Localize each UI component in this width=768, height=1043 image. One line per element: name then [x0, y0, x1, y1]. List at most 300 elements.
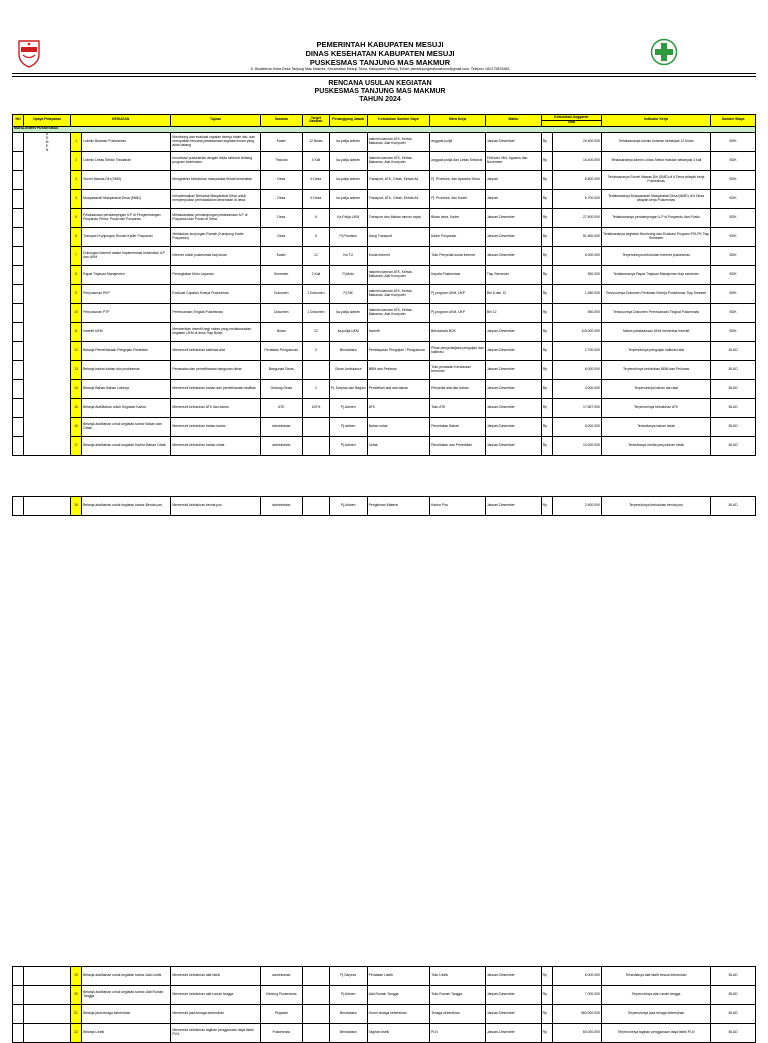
cell-pj: Pj.SIK [329, 284, 367, 303]
cell-blank0 [13, 1024, 24, 1043]
upaya-letter: D [45, 136, 49, 141]
cell-target: 6 Desa [303, 170, 330, 189]
cell-rp: Rp [541, 1024, 552, 1043]
cell-target [302, 967, 329, 986]
cell-mitra: Percetakan Bahan [430, 417, 486, 436]
cell-indikator: Terlaksananya lokmin Lintas Sektor triwulan sebanyak 4 kali [601, 151, 710, 170]
cell-rp: Rp [541, 398, 552, 417]
cell-indikator: Tersedianya bahan cetak [601, 417, 710, 436]
cell-indikator: Tersusunnya Dokumen Penilaian Kinerja Puskesmas Tiap Smester [601, 284, 710, 303]
cell-no: 8 [70, 265, 81, 284]
cell-tujuan: Perawatan dan pemeliharaan bangunan dinas [171, 360, 260, 379]
cell-no: 11 [70, 322, 81, 341]
cell-rp: Rp [541, 1005, 552, 1024]
cell-rp: Rp [541, 227, 552, 246]
cell-tujuan: Memenuhi kebutuhan alat rumah tangga [171, 986, 260, 1005]
cell-indikator: Terlaksananya Musyawarah Masyarakat Desa (MMD) di 6 Desa wilayah kerja Puskesmas [601, 189, 710, 208]
cell-mitra: Pj. Promkes, dan Kader [430, 189, 486, 208]
mesuji-regency-logo-icon [16, 38, 42, 68]
cell-pj: Pj.Admen [329, 436, 367, 455]
cell-sasaran: Gedung Dinas [260, 379, 302, 398]
cell-target: 2 Kali [303, 265, 330, 284]
cell-pj: Pj.Admen [329, 398, 367, 417]
table-row [13, 417, 756, 436]
cell-total: 6.000.000 [552, 246, 601, 265]
header-pj: Penanggung Jawab [329, 115, 367, 127]
cell-no: 16 [70, 417, 81, 436]
cell-mitra: Toko Listrik [430, 967, 486, 986]
cell-dana: BOK [711, 151, 756, 170]
cell-upaya [24, 497, 71, 516]
cell-waktu: Januari-Desember [485, 227, 541, 246]
table-row [13, 246, 756, 265]
table-row [13, 303, 756, 322]
cell-mitra: Pihak penyedia/jasa pengujian dan kalibrasi [430, 341, 486, 360]
cell-sumber: Pengiriman Materai [367, 497, 429, 516]
cell-mitra: Toko ATK [430, 398, 486, 417]
cell-total: 6.500.000 [552, 170, 601, 189]
cell-pj: ka.polija admen [329, 170, 367, 189]
cell-dana: BLUD [711, 436, 756, 455]
cell-pj: Bendahara [329, 1024, 367, 1043]
cell-sasaran: administrasi [260, 417, 302, 436]
cell-total: 20.400.000 [552, 132, 601, 151]
document-year: TAHUN 2024 [359, 96, 401, 103]
cell-mitra: Toko peralatan Kendaraan bermotor [430, 360, 486, 379]
cell-rp: Rp [541, 151, 552, 170]
cell-pj: Bendahara [329, 341, 367, 360]
cell-total: 15.400.000 [552, 151, 601, 170]
cell-indikator: Terpenuhinya kebutuhan Internet puskesmas [601, 246, 710, 265]
cell-pj: Pj.Admen [329, 497, 367, 516]
cell-indikator: Terpenuhinya bahan dan alat [601, 379, 710, 398]
cell-total: 60.000.000 [552, 1024, 601, 1043]
cell-blank0 [13, 417, 24, 436]
cell-target [303, 417, 330, 436]
cell-total: 360.000.000 [552, 1005, 601, 1024]
table-row [13, 379, 756, 398]
cell-indikator: Terpenuhinya alat rumah tangga [601, 986, 710, 1005]
cell-tujuan: Melakukan kunjungan Rumah (Kampung Kader Posyandu) [171, 227, 260, 246]
cell-total: 2.700.000 [552, 341, 601, 360]
cell-total: 550.000 [552, 303, 601, 322]
cell-sasaran: Bangunan Dinas [260, 360, 302, 379]
header-address: Jl. Budaterna Hotla Desa Tanjung Mas Makmur, Kecamatan Mesuji Timur, Kabupaten Mesuji, Email: pkmtanjungmasmakmur@gmail.com, Telepon: 082175876363 [250, 67, 510, 71]
cell-waktu: Januari-Desember [485, 322, 541, 341]
cell-mitra: Toko Rumah Tangga [430, 986, 486, 1005]
cell-blank0 [13, 986, 24, 1005]
cell-total: 8.000.000 [552, 967, 601, 986]
cell-target: 12 [303, 246, 330, 265]
cell-no: 5 [70, 208, 81, 227]
cell-waktu: Bln 6 dan 12 [485, 284, 541, 303]
cell-sasaran: Triwulan [260, 151, 302, 170]
cell-total: 7.000.000 [552, 986, 601, 1005]
cell-dana: BOK [711, 284, 756, 303]
cell-dana: BOK [711, 303, 756, 322]
cell-sasaran: Dokumen [260, 284, 302, 303]
header-agency: DINAS KESEHATAN KABUPATEN MESUJI [305, 49, 455, 58]
cell-dana: BOK [711, 265, 756, 284]
cell-total: 550.000 [552, 265, 601, 284]
cell-kegiatan: Belanja bahan-bahan lain puskesmas [82, 360, 171, 379]
cell-kegiatan: Penyusunan PKP [82, 284, 171, 303]
cell-blank0 [13, 497, 24, 516]
cell-rp: Rp [541, 360, 552, 379]
cell-dana: BLUD [711, 341, 756, 360]
cell-indikator: Terpenuhinya jasa tenaga kebersihan [601, 1005, 710, 1024]
cell-rp: Rp [541, 967, 552, 986]
table-row [13, 208, 756, 227]
cell-mitra: Toko Penyedia kuota Internet [430, 246, 486, 265]
header-indikator: Indikator Kerja [601, 115, 710, 127]
cell-sumber: makmin,bannan ATK, Kertas, Makanan, Alat Komputer [367, 284, 429, 303]
cell-pj: ka.polija UKM [329, 322, 367, 341]
cell-waktu: Februari, Mei, Agustus dan November [485, 151, 541, 170]
cell-total: 51.600.000 [552, 227, 601, 246]
cell-rp: Rp [541, 132, 552, 151]
cell-sasaran: Dokumen [260, 303, 302, 322]
cell-indikator: Terpenuhinya kebutuhan BBM dan Pelumas [601, 360, 710, 379]
cell-no: 19 [70, 967, 81, 986]
cell-rp: Rp [541, 284, 552, 303]
cell-sumber: Insentif [367, 322, 429, 341]
cell-dana: BLUD [711, 967, 756, 986]
cell-sasaran: administrasi [260, 436, 302, 455]
cell-indikator: Tersedianya media penyuluhan cetak [601, 436, 710, 455]
cell-waktu: Januari-Desember [485, 132, 541, 151]
cell-pj: Bendahara [329, 1005, 367, 1024]
table-row [13, 398, 756, 417]
cell-blank0 [13, 265, 24, 284]
cell-indikator: Terpenuhinya kebutuhan benda pos [601, 497, 710, 516]
cell-tujuan: Melaksanakan pendampingan pelaksanaan ILP di Posyandu dan Posko di Desa [171, 208, 260, 227]
cell-waktu: Januari-Desember [485, 986, 541, 1005]
cell-tujuan: Internet untuk puskesmas tiap bulan [171, 246, 260, 265]
cell-sasaran: Semester [260, 265, 302, 284]
cell-kegiatan: Insentif UKM [82, 322, 171, 341]
cell-blank0 [13, 436, 24, 455]
cell-sasaran: Kader [260, 132, 302, 151]
cell-sumber: Pembelian alat dan bahan [367, 379, 429, 398]
header-kegiatan: KEGIATAN [70, 115, 170, 127]
activity-plan-table-bottom [12, 966, 756, 1043]
header-upaya: Upaya Pelayanan [24, 115, 71, 127]
table-row [13, 436, 756, 455]
cell-target: 1 [303, 379, 330, 398]
cell-no: 13 [70, 360, 81, 379]
cell-blank0 [13, 208, 24, 227]
cell-sumber: Transport, ATK, Cetak, Kertas A4 [367, 170, 429, 189]
cell-dana: BLUD [711, 497, 756, 516]
cell-tujuan: Memenuhi kebutuhan benda pos [171, 497, 260, 516]
cell-tujuan: Memenuhi kebutuhan bahan cetak [171, 436, 260, 455]
cell-sumber: Transport dan Makan minum rapat [367, 208, 429, 227]
cell-total: 4.000.000 [552, 379, 601, 398]
section-label: MANAJEMEN PUSKESMAS [13, 126, 756, 132]
header-divider-thin [12, 76, 756, 77]
activity-plan-table-continued [12, 496, 756, 516]
cell-pj: ka.polija admen [329, 151, 367, 170]
table-row [13, 341, 756, 360]
health-cross-logo-icon [650, 38, 678, 66]
cell-mitra: PLN [430, 1024, 486, 1043]
table-row [13, 967, 756, 986]
cell-sumber: makmin,bannan ATK, Kertas, Makanan, Alat Komputer [367, 132, 429, 151]
cell-kegiatan: Belanja alat/bahan untuk kegiatan Kantor-Bahan Cetak [82, 436, 171, 455]
cell-sumber: makmin,bannan ATK, Kertas, Makanan, Alat Komputer [367, 265, 429, 284]
cell-indikator: Terlaksananya pendampingan ILP di Posyandu dan Posko [601, 208, 710, 227]
cell-waktu: Januari-Desember [485, 341, 541, 360]
cell-blank0 [13, 189, 24, 208]
cell-no: 10 [70, 303, 81, 322]
cell-target: 6 [303, 208, 330, 227]
cell-pj: Pj.Admen [329, 986, 367, 1005]
cell-indikator: Terpenuhinya tagihan penggunaan daya listrik PLN [601, 1024, 710, 1043]
cell-target: 6 Desa [303, 189, 330, 208]
cell-no: 21 [70, 1005, 81, 1024]
cell-kegiatan: Penyusunan PTP [82, 303, 171, 322]
cell-target: 4 Kali [303, 151, 330, 170]
cell-sasaran: ATK [260, 398, 302, 417]
cell-no: 4 [70, 189, 81, 208]
cell-rp: Rp [541, 341, 552, 360]
cell-blank0 [13, 303, 24, 322]
cell-sasaran: Puskesmas [260, 1024, 302, 1043]
cell-rp: Rp [541, 497, 552, 516]
cell-dana: BOK [711, 189, 756, 208]
cell-tujuan: Peningkatan Mutu Layanan [171, 265, 260, 284]
table-row [13, 151, 756, 170]
cell-sasaran: Gedung Puskesmas [260, 986, 302, 1005]
cell-mitra: Kader Posyandu [430, 227, 486, 246]
cell-kegiatan: Belanja jasa tenaga kebersihan [82, 1005, 171, 1024]
cell-target: 6 [303, 227, 330, 246]
cell-no: 2 [70, 151, 81, 170]
cell-kegiatan: Survei Mawas Diri (SMD) [82, 170, 171, 189]
cell-indikator: Terpenuhinya kebutuhan ATK [601, 398, 710, 417]
document-title: RENCANA USULAN KEGIATAN [328, 80, 432, 87]
cell-sumber: makmin,bannan ATK, Kertas, Makanan, Alat Komputer [367, 151, 429, 170]
cell-sasaran: Desa [260, 208, 302, 227]
cell-sumber: ATK [367, 398, 429, 417]
cell-no: 15 [70, 398, 81, 417]
cell-rp: Rp [541, 303, 552, 322]
header-waktu: Waktu [485, 115, 541, 127]
cell-no: 3 [70, 170, 81, 189]
cell-total: 8.000.000 [552, 417, 601, 436]
cell-sasaran: Desa [260, 170, 302, 189]
cell-sumber: Honor tenaga kebersihan [367, 1005, 429, 1024]
cell-sasaran: Desa [260, 189, 302, 208]
cell-total: 6.700.000 [552, 189, 601, 208]
upaya-letters [24, 132, 71, 455]
cell-target: 12 [303, 322, 330, 341]
cell-blank0 [13, 379, 24, 398]
cell-dana: BOK [711, 227, 756, 246]
table-row [13, 189, 756, 208]
cell-indikator: Tersusunnya Dokumen Perencanaan Tingkat Puskesmas [601, 303, 710, 322]
cell-rp: Rp [541, 265, 552, 284]
cell-blank0 [13, 227, 24, 246]
cell-sasaran: Peralatan Pengukuran [260, 341, 302, 360]
table-row [13, 227, 756, 246]
activity-plan-table [12, 114, 756, 456]
cell-blank0 [13, 246, 24, 265]
cell-pj: Ginan Ambulance [329, 360, 367, 379]
cell-rp: Rp [541, 436, 552, 455]
cell-kegiatan: Pelaksanaan pendampingan ILP di Pengembangan Posyandu Prima, Pusat dan Posyandu [82, 208, 171, 227]
cell-sasaran: administrasi [260, 967, 302, 986]
cell-dana: BLUD [711, 986, 756, 1005]
cell-pj: Pj.admen [329, 417, 367, 436]
cell-tujuan: Memberikan insentif bagi nakes yang melaksanakan kegiatan UKM di desa Tiap Bulan [171, 322, 260, 341]
header-tujuan: Tujuan [171, 115, 260, 127]
cell-kegiatan: Lokmin Lintas Sektor Tiwulanan [82, 151, 171, 170]
table-row [13, 360, 756, 379]
cell-target: 12 Bulan [303, 132, 330, 151]
cell-tujuan: Memenuhi kebutuhan alat listrik [171, 967, 260, 986]
header-no: NO [13, 115, 24, 127]
cell-total: 1.480.000 [552, 284, 601, 303]
cell-blank0 [13, 341, 24, 360]
cell-dana: BLUD [711, 379, 756, 398]
cell-pj: Ka.Polija UKM [329, 208, 367, 227]
cell-kegiatan: Belanja Listrik [82, 1024, 171, 1043]
cell-target [303, 360, 330, 379]
table-row [13, 497, 756, 516]
cell-mitra: Pj.program UKM, UKP [430, 303, 486, 322]
cell-tujuan: Memenuhi jasa tenaga kebersihan [171, 1005, 260, 1024]
cell-sumber: Uang Transport [367, 227, 429, 246]
cell-target [302, 1024, 329, 1043]
cell-no: 14 [70, 379, 81, 398]
cell-waktu: Tiap Semester [485, 265, 541, 284]
cell-tujuan: Evaluasi Capaian Kinerja Puskesmas [171, 284, 260, 303]
cell-rp: Rp [541, 322, 552, 341]
cell-sasaran: Kader [260, 246, 302, 265]
cell-upaya [24, 1024, 71, 1043]
cell-rp: Rp [541, 170, 552, 189]
upaya-letter: A [45, 132, 49, 137]
cell-waktu: Januari-Desember [485, 398, 541, 417]
table-row [13, 170, 756, 189]
cell-waktu: Januari-Desember [485, 436, 541, 455]
cell-blank0 [13, 398, 24, 417]
cell-rp: Rp [541, 986, 552, 1005]
cell-upaya [24, 967, 71, 986]
cell-upaya [24, 1005, 71, 1024]
cell-no: 12 [70, 341, 81, 360]
cell-waktu: Januari-Desember [485, 967, 541, 986]
cell-mitra: anggota polija dan Lintas Sektoral [430, 151, 486, 170]
cell-tujuan: Perencanaan Tingkat Puskesmas [171, 303, 260, 322]
header-total: Total [541, 120, 601, 126]
cell-target [302, 497, 329, 516]
cell-rp: Rp [541, 246, 552, 265]
cell-mitra: Tenaga kebersihan [430, 1005, 486, 1024]
cell-mitra: anggota polija [430, 132, 486, 151]
cell-waktu: Januari-Desember [485, 417, 541, 436]
cell-total: 115.000.000 [552, 322, 601, 341]
cell-sumber: makmin,bannan ATK, Kertas, Makanan, Alat Komputer [367, 303, 429, 322]
cell-no: 20 [70, 986, 81, 1005]
cell-total: 17.657.000 [552, 398, 601, 417]
cell-total: 27.600.000 [552, 208, 601, 227]
table-row [13, 284, 756, 303]
cell-dana: BOK [711, 322, 756, 341]
header-sumber: Kebutuhan Sumber Daya [367, 115, 429, 127]
cell-tujuan: Mengetahui kebutuhan masyarakat terkait kesehatan [171, 170, 260, 189]
cell-waktu: Januari-Desember [485, 497, 541, 516]
table-row [13, 322, 756, 341]
cell-dana: BOK [711, 132, 756, 151]
cell-dana: BLUD [711, 398, 756, 417]
cell-sumber: BBM dan Pelumas [367, 360, 429, 379]
cell-target: 100% [303, 398, 330, 417]
cell-mitra: Percetakan dan Penerbitan [430, 436, 486, 455]
cell-blank0 [13, 170, 24, 189]
cell-kegiatan: Belanja Alat/Bahan untuk Kegiatan Kantor [82, 398, 171, 417]
cell-sumber: Kuota Internet [367, 246, 429, 265]
cell-waktu: Januari [485, 170, 541, 189]
cell-tujuan: Memenuhi kebutuhan tagihan penggunaan daya listrik PLN [171, 1024, 260, 1043]
cell-kegiatan: Belanja alat/bahan untuk kegiatan kantor-Benda pos [82, 497, 171, 516]
cell-tujuan: Monitoring dan evaluasi capaian kinerja bulan lalu, dan merupakan rencana pelaksanaan kegiatan bulan yang akan datang [171, 132, 260, 151]
cell-blank0 [13, 132, 24, 151]
cell-total: 6.000.000 [552, 360, 601, 379]
cell-pj: Pj. Sarpras dan Bagian [329, 379, 367, 398]
cell-kegiatan: Belanja Bahan-Bahan Lainnya [82, 379, 171, 398]
cell-target [302, 986, 329, 1005]
cell-rp: Rp [541, 417, 552, 436]
document-subtitle: PUSKESMAS TANJUNG MAS MAKMUR [314, 88, 446, 95]
cell-blank0 [13, 360, 24, 379]
cell-waktu: Januari-Desember [485, 1005, 541, 1024]
cell-blank0 [13, 151, 24, 170]
header-target: Target Sasaran [303, 115, 330, 127]
cell-sumber: Bahan cetak [367, 417, 429, 436]
table-row [13, 1005, 756, 1024]
cell-sasaran: Bulan [260, 322, 302, 341]
table-row [13, 1024, 756, 1043]
cell-pj: ka.polija admen [329, 189, 367, 208]
cell-mitra: Kepala Puskesmas [430, 265, 486, 284]
cell-kegiatan: Belanja alat/bahan untuk kegiatan kantor-Alat Listrik [82, 967, 171, 986]
header-dana: Sumber Biaya [711, 115, 756, 127]
cell-sumber: Peralatan Listrik [367, 967, 429, 986]
cell-rp: Rp [541, 379, 552, 398]
cell-sumber: Cetak [367, 436, 429, 455]
cell-pj: Pj.Promkes [329, 227, 367, 246]
header-government: PEMERINTAH KABUPATEN MESUJI [316, 40, 444, 49]
cell-no: 18 [70, 497, 81, 516]
cell-dana: BOK [711, 170, 756, 189]
cell-target: 2 [303, 341, 330, 360]
cell-total: 2.600.000 [552, 497, 601, 516]
upaya-letter: M [45, 140, 49, 145]
cell-mitra: Pj. Promkes, dan Aparatur Desa [430, 170, 486, 189]
cell-waktu: Januari-Desember [485, 246, 541, 265]
upaya-letter: E [45, 143, 49, 148]
cell-pj: ka.polija admen [329, 303, 367, 322]
cell-upaya [24, 986, 71, 1005]
cell-blank0 [13, 967, 24, 986]
cell-no: 1 [70, 132, 81, 151]
cell-kegiatan: Rapat Tinjauan Manajemen [82, 265, 171, 284]
cell-waktu: Januari-Desember [485, 379, 541, 398]
cell-tujuan: Memenuhi kebutuhan bahan kantor [171, 417, 260, 436]
